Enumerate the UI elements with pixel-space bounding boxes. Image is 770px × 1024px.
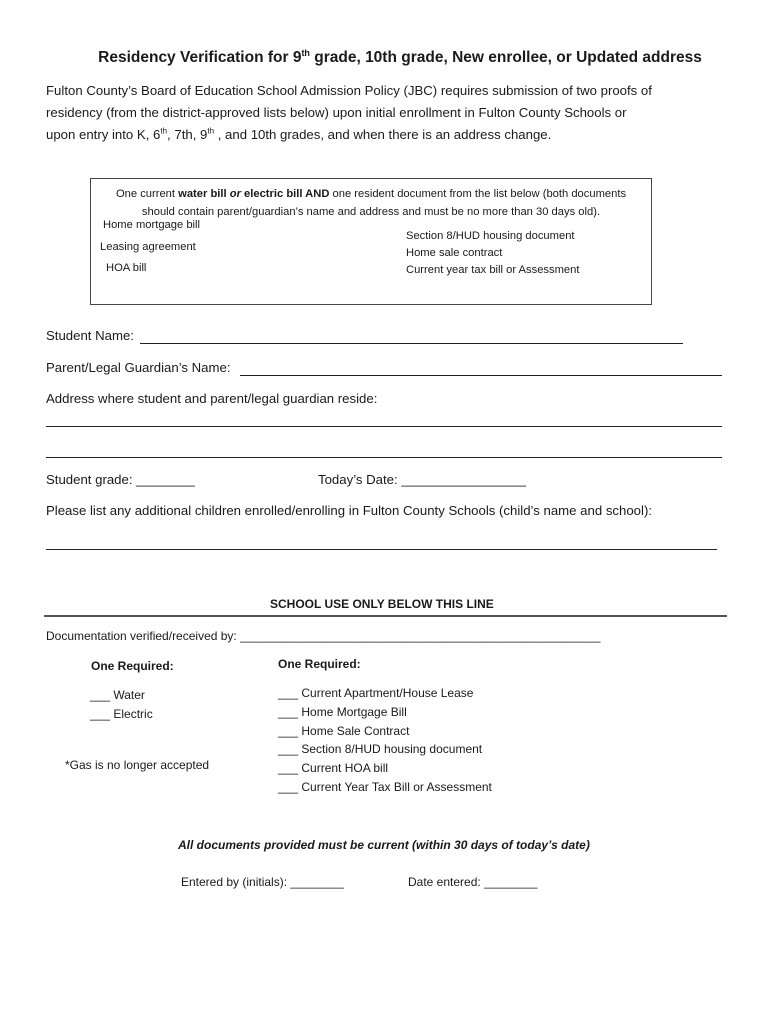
address-field-line-1[interactable] xyxy=(46,426,722,427)
guardian-name-field[interactable] xyxy=(240,375,722,376)
home-sale-checkbox[interactable]: ___ Home Sale Contract xyxy=(278,724,410,738)
doc-item-home-sale: Home sale contract xyxy=(406,247,503,259)
water-checkbox[interactable]: ___ Water xyxy=(90,688,145,702)
additional-children-field[interactable] xyxy=(46,549,717,550)
resident-doc-required-heading: One Required: xyxy=(278,657,361,671)
entered-by-field[interactable]: Entered by (initials): ________ xyxy=(181,875,344,889)
school-use-heading: SCHOOL USE ONLY BELOW THIS LINE xyxy=(270,597,494,611)
doc-item-home-mortgage: Home mortgage bill xyxy=(103,219,201,231)
electric-checkbox[interactable]: ___ Electric xyxy=(90,707,153,721)
doc-item-leasing: Leasing agreement xyxy=(100,241,196,253)
section-divider xyxy=(44,615,727,617)
intro-line: Fulton County’s Board of Education School Admission Policy (JBC) requires submission of two proofs of xyxy=(46,83,652,98)
requirements-heading: One current water bill or electric bill AND one resident document from the list below (both documents should contain parent/guardian’s name and address and must be no more than 30 days old). xyxy=(115,188,627,218)
hoa-checkbox[interactable]: ___ Current HOA bill xyxy=(278,761,389,775)
student-name-field[interactable] xyxy=(140,343,683,344)
student-grade-field[interactable]: Student grade: ________ xyxy=(46,472,195,487)
requirements-box xyxy=(90,178,652,305)
student-name-label: Student Name: xyxy=(46,328,134,343)
gas-note: *Gas is no longer accepted xyxy=(65,758,210,772)
address-label: Address where student and parent/legal guardian reside: xyxy=(46,391,378,406)
utility-required-heading: One Required: xyxy=(91,659,174,673)
doc-item-tax-bill: Current year tax bill or Assessment xyxy=(406,264,580,276)
intro-line: upon entry into K, 6th, 7th, 9th , and 10th grades, and when there is an address change. xyxy=(46,126,552,142)
guardian-name-label: Parent/Legal Guardian’s Name: xyxy=(46,360,231,375)
doc-item-hoa: HOA bill xyxy=(106,262,147,274)
address-field-line-2[interactable] xyxy=(46,457,722,458)
lease-checkbox[interactable]: ___ Current Apartment/House Lease xyxy=(278,686,474,700)
tax-bill-checkbox[interactable]: ___ Current Year Tax Bill or Assessment xyxy=(278,780,492,794)
intro-line: residency (from the district-approved lists below) upon initial enrollment in Fulton County Schools or xyxy=(46,105,627,120)
mortgage-checkbox[interactable]: ___ Home Mortgage Bill xyxy=(278,705,407,719)
page-title: Residency Verification for 9th grade, 10th grade, New enrollee, or Updated address xyxy=(98,48,702,67)
verified-by-field[interactable]: Documentation verified/received by: ______________________________________________________ xyxy=(46,629,601,643)
section8-checkbox[interactable]: ___ Section 8/HUD housing document xyxy=(278,742,483,756)
date-entered-field[interactable]: Date entered: ________ xyxy=(408,875,538,889)
additional-children-label: Please list any additional children enrolled/enrolling in Fulton County Schools (child’s name and school): xyxy=(46,503,652,518)
currency-notice: All documents provided must be current (within 30 days of today’s date) xyxy=(178,838,590,852)
intro-paragraph xyxy=(46,80,736,146)
todays-date-field[interactable]: Today’s Date: _________________ xyxy=(318,472,527,487)
doc-item-section8: Section 8/HUD housing document xyxy=(406,230,575,242)
